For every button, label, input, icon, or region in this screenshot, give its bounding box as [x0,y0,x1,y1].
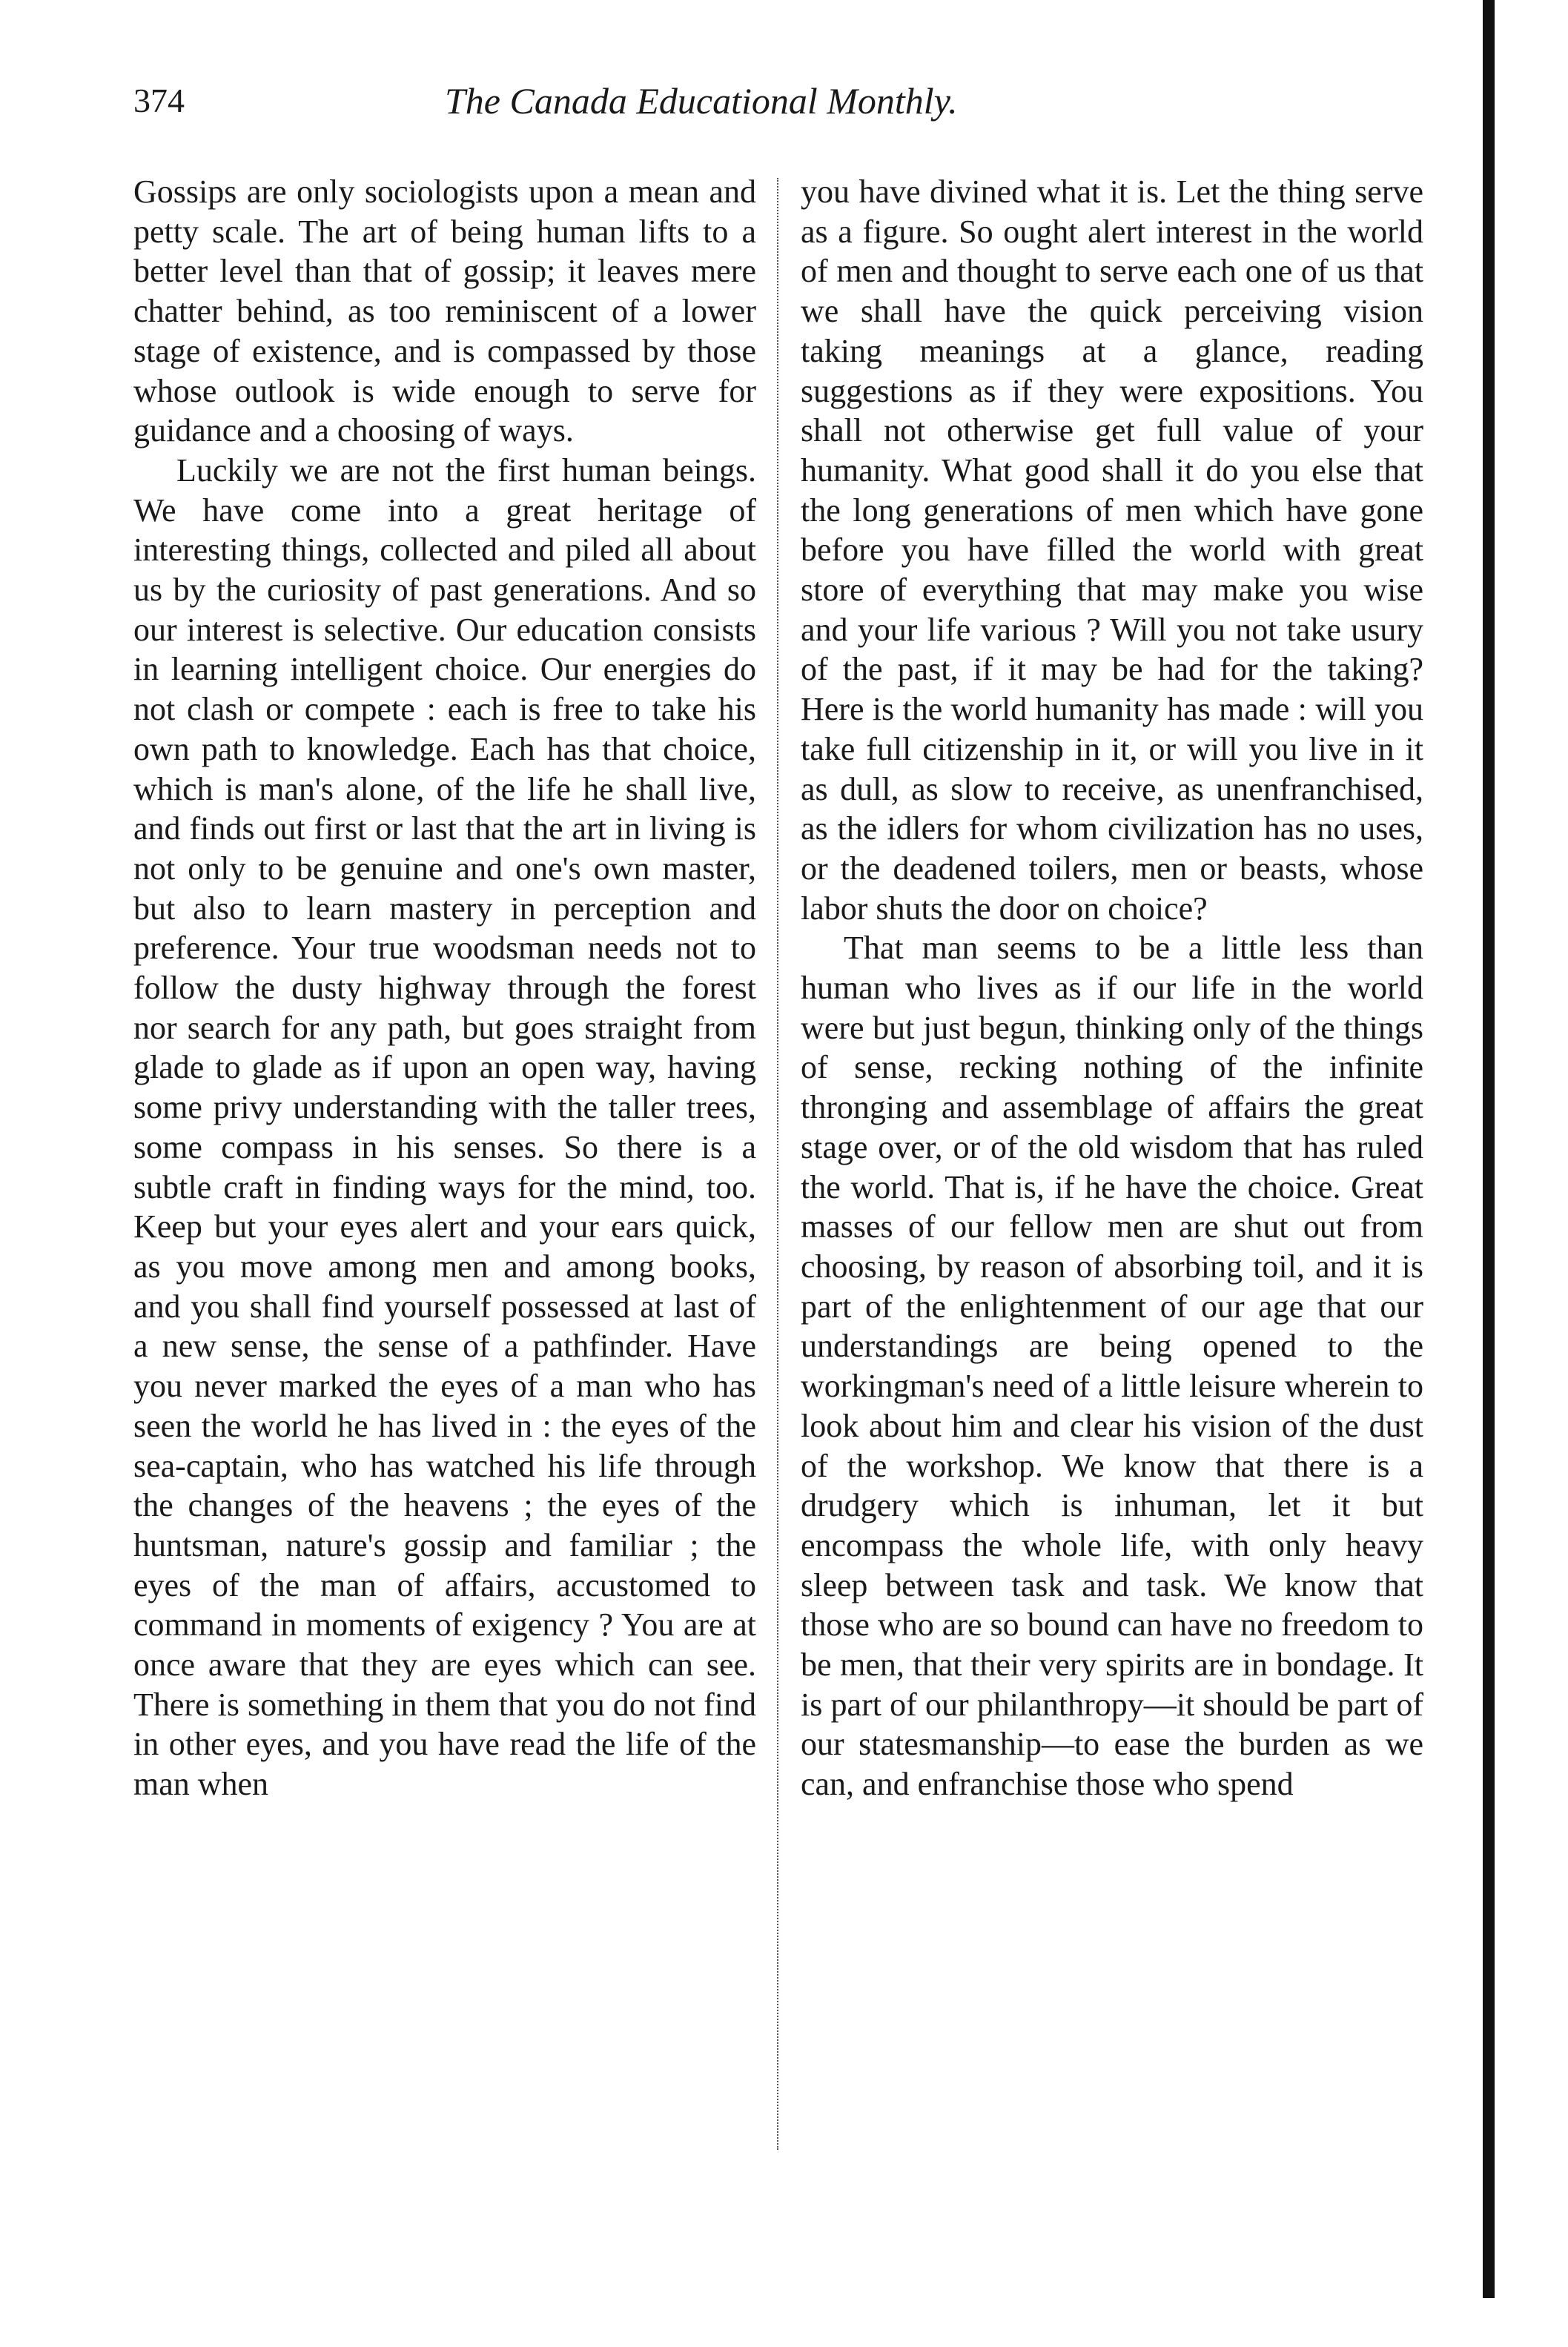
left-column [133,172,756,1804]
running-title: The Canada Educational Monthly. [445,80,958,122]
right-paragraph-2: That man seems to be a little less than human who lives as if our life in the world were but just begun, thinking only of the things of sense, recking nothing of the infinite thronging and assemblage of affairs the great stage over, or of the old wisdom that has ruled the world. That is, if he have the choice. Great masses of our fellow men are shut out from choosing, by reason of absorbing toil, and it is part of the enlightenment of our age that our understandings are being opened to the workingman's need of a little leisure wherein to look about him and clear his vision of the dust of the workshop. We know that there is a drudgery which is inhuman, let it but encompass the whole life, with only heavy sleep between task and task. We know that those who are so bound can have no freedom to be men, that their very spirits are in bondage. It is part of our philanthropy—it should be part of our statesmanship—to ease the burden as we can, and enfranchise those who spend [801,930,1423,1803]
page-number: 374 [133,82,185,119]
column-divider [777,178,778,2150]
left-paragraph-1: Gossips are only sociologists upon a mean and petty scale. The art of being human lifts to a better level than that of gossip; it leaves mere chatter behind, as too reminiscent of a lower stage of existence, and is compassed by those whose outlook is wide enough to serve for guidance and a choosing of ways. [133,173,756,449]
right-column [801,172,1423,1804]
right-paragraph-1: you have divined what it is. Let the thing serve as a figure. So ought alert interest in the world of men and thought to serve each one of us that we shall have the quick perceiving vision taking meanings at a glance, reading suggestions as if they were expositions. You shall not otherwise get full value of your humanity. What good shall it do you else that the long generations of men which have gone before you have filled the world with great store of everything that may make you wise and your life various ? Will you not take usury of the past, if it may be had for the taking? Here is the world humanity has made : will you take full citizenship in it, or will you live in it as dull, as slow to receive, as unenfranchised, as the idlers for whom civilization has no uses, or the deadened toilers, men or beasts, whose labor shuts the door on choice? [801,173,1423,927]
page-edge-bar [1483,0,1495,2298]
left-paragraph-2: Luckily we are not the first human beings. We have come into a great heritage of interesting things, collected and piled all about us by the curiosity of past generations. And so our interest is selective. Our education consists in learning intelligent choice. Our energies do not clash or compete : each is free to take his own path to knowledge. Each has that choice, which is man's alone, of the life he shall live, and finds out first or last that the art in living is not only to be genuine and one's own master, but also to learn mastery in perception and preference. Your true woodsman needs not to follow the dusty highway through the forest nor search for any path, but goes straight from glade to glade as if upon an open way, having some privy understanding with the taller trees, some compass in his senses. So there is a subtle craft in finding ways for the mind, too. Keep but your eyes alert and your ears quick, as you move among men and among books, and you shall find yourself possessed at last of a new sense, the sense of a pathfinder. Have you never marked the eyes of a man who has seen the world he has lived in : the eyes of the sea-captain, who has watched his life through the changes of the heavens ; the eyes of the huntsman, nature's gossip and familiar ; the eyes of the man of affairs, accustomed to command in moments of exigency ? You are at once aware that they are eyes which can see. There is something in them that you do not find in other eyes, and you have read the life of the man when [133,451,756,1803]
